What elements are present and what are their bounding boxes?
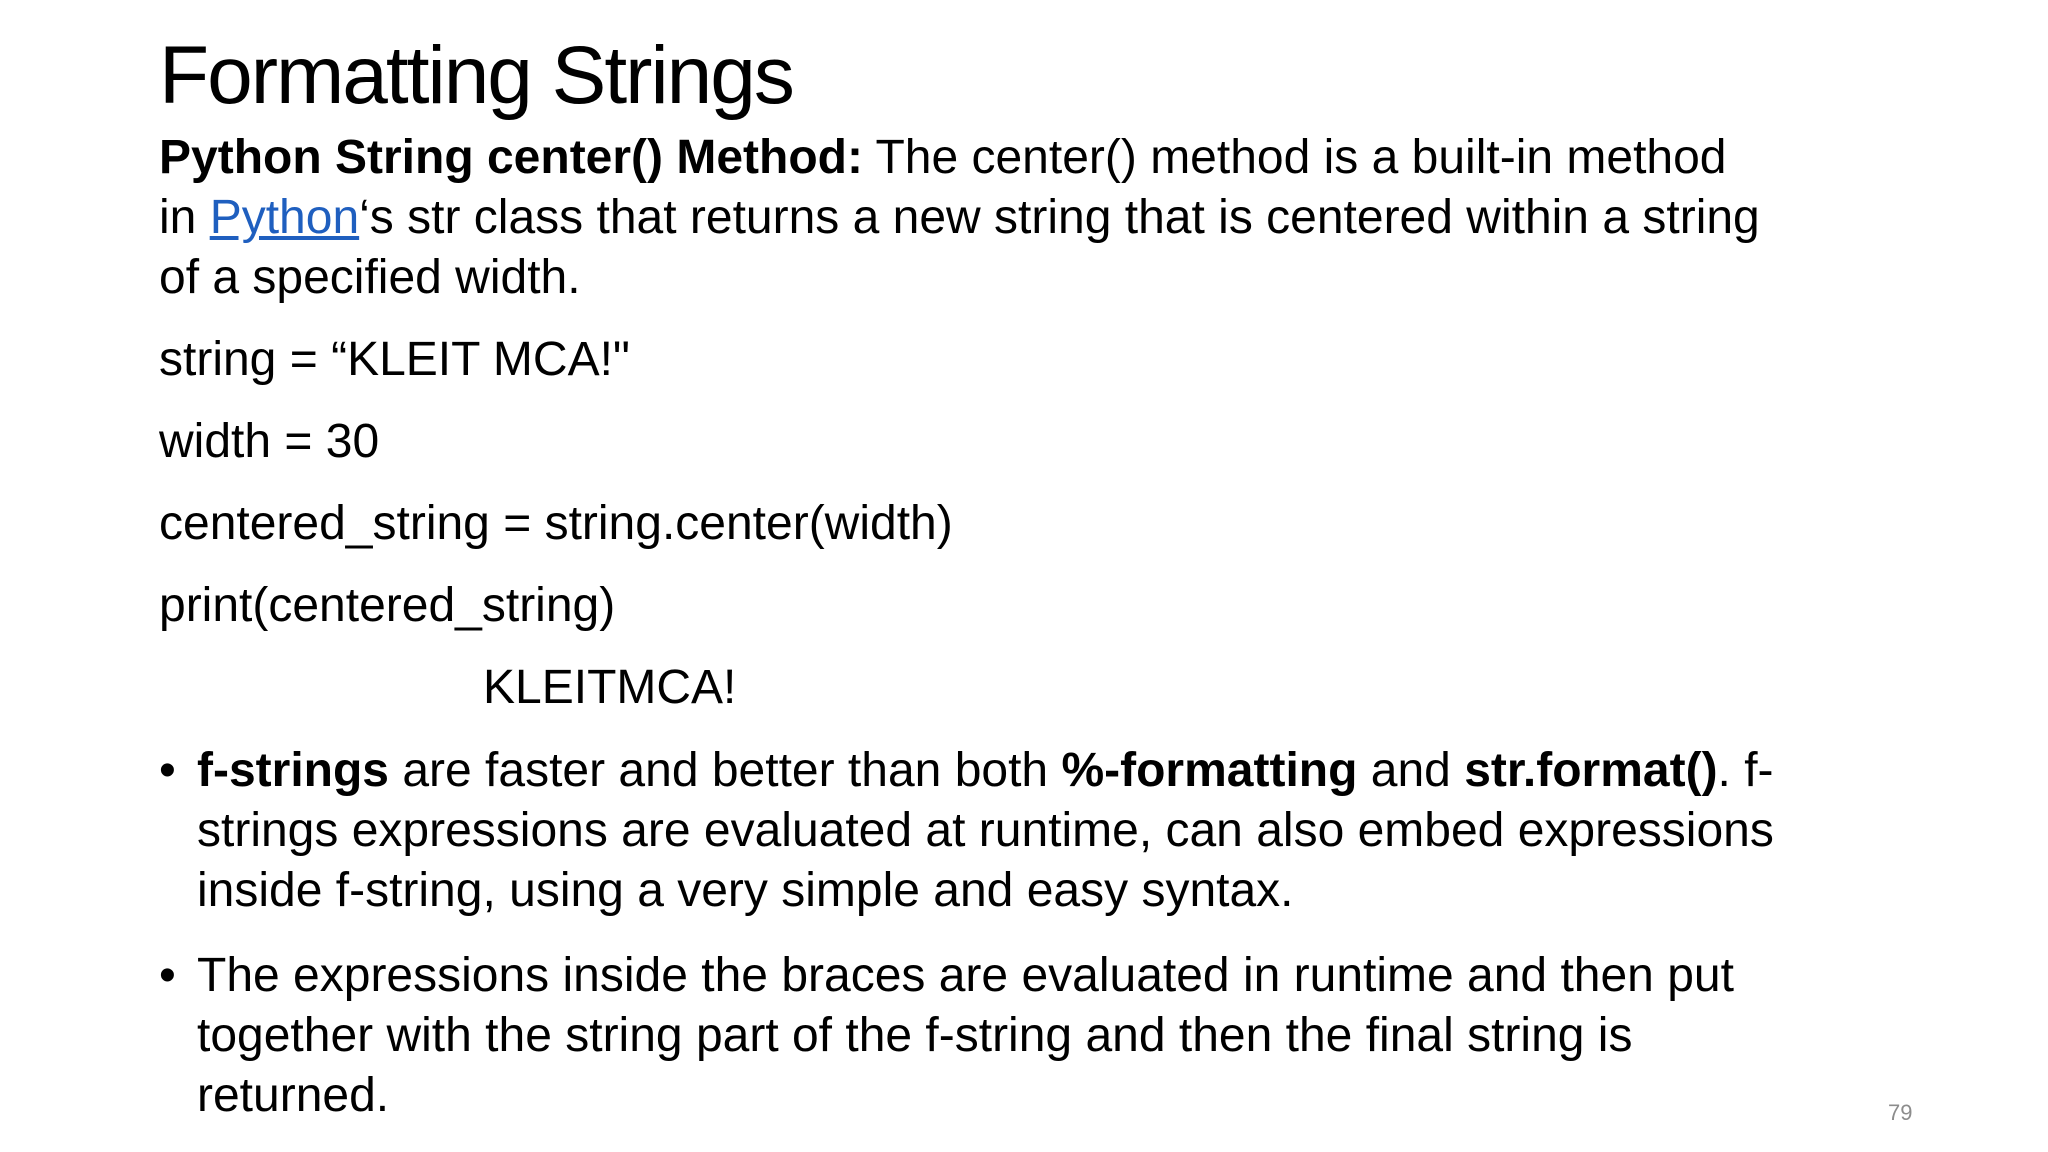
term-fstrings: f-strings (197, 744, 389, 797)
bullet-2-line-1: The expressions inside the braces are evaluated in runtime and then put (197, 949, 1734, 1002)
bullet-1-text-a: are faster and better than both (389, 744, 1062, 797)
term-str-format: str.format() (1464, 744, 1718, 797)
method-heading: Python String center() Method: (159, 131, 863, 184)
code-line-width: width = 30 (159, 415, 380, 468)
page-number: 79 (1888, 1100, 1913, 1125)
code-output: KLEITMCA! (483, 661, 737, 714)
bullet-marker: • (159, 949, 176, 1002)
intro-line-1 (159, 128, 1760, 188)
intro-line-3: of a specified width. (159, 251, 581, 304)
bullet-1-text-c: . f- (1717, 744, 1774, 797)
code-line-print: print(centered_string) (159, 579, 616, 632)
intro-line-2 (159, 188, 1760, 248)
code-line-string: string = “KLEIT MCA!" (159, 333, 630, 386)
code-line-centered: centered_string = string.center(width) (159, 497, 953, 550)
bullet-2-line-2: together with the string part of the f-string and then the final string is (197, 1009, 1633, 1062)
slide-title: Formatting Strings (159, 30, 793, 121)
bullet-1-line-2: strings expressions are evaluated at runtime, can also embed expressions (197, 804, 1774, 857)
bullet-expressions-text (197, 946, 1734, 1126)
bullet-1-line-1 (197, 741, 1774, 801)
intro-paragraph (159, 128, 1760, 308)
bullet-marker: • (159, 744, 176, 797)
intro-line-2-text: ‘s str class that returns a new string that is centered within a string (359, 191, 1760, 244)
intro-line-1-text: The center() method is a built-in method (862, 131, 1727, 184)
bullet-fstrings-text (197, 741, 1774, 921)
python-link[interactable]: Python (209, 191, 360, 244)
intro-line-2-prefix: in (159, 191, 210, 244)
bullet-2-line-3: returned. (197, 1069, 390, 1122)
bullet-1-text-b: and (1357, 744, 1465, 797)
term-percent-formatting: %-formatting (1061, 744, 1358, 797)
bullet-1-line-3: inside f-string, using a very simple and easy syntax. (197, 864, 1294, 917)
